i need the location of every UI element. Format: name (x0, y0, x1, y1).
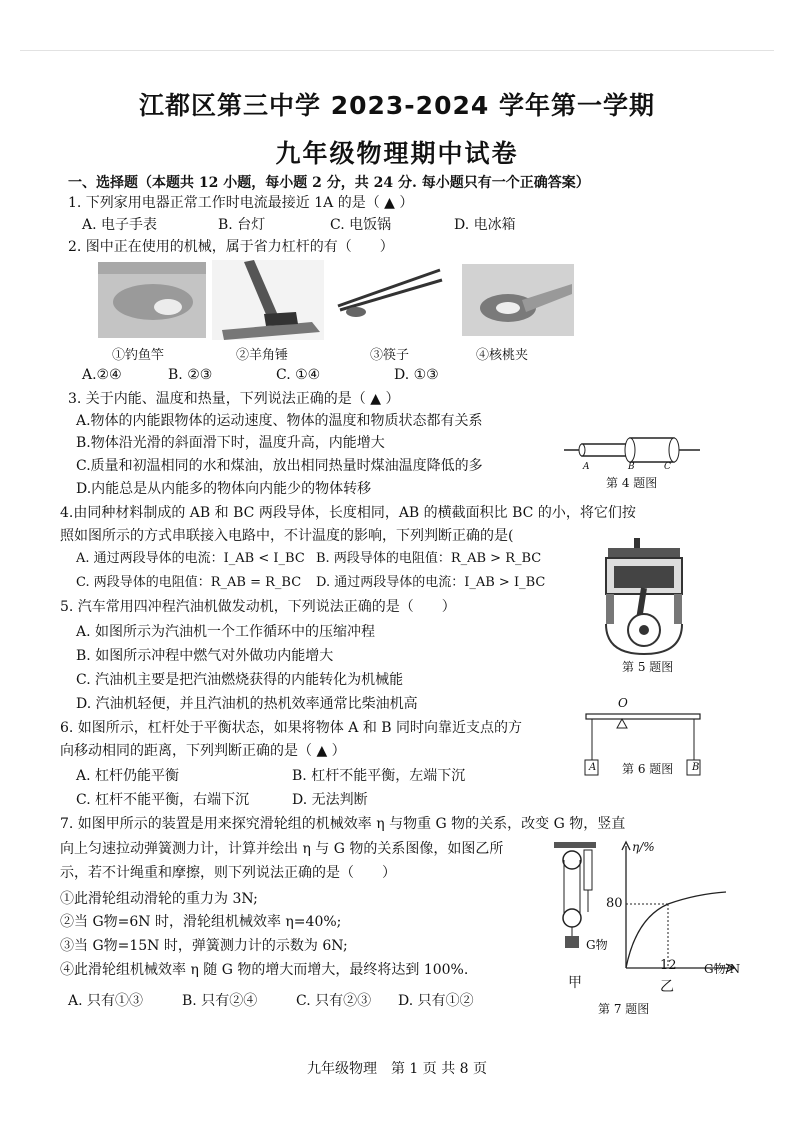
q6-line2: 向移动相同的距离，下列判断正确的是（ ▲ ） (60, 743, 346, 759)
q7-option-a: A. 只有①③ (68, 993, 144, 1009)
q7-statement-3: ③当 G物=15N 时，弹簧测力计的示数为 6N; (60, 938, 348, 954)
fig7-y-axis-label: η/% (632, 840, 655, 854)
q1-option-c: C. 电饭锅 (330, 217, 392, 233)
q6-option-b: B. 杠杆不能平衡，左端下沉 (292, 768, 466, 784)
q4-option-d: D. 通过两段导体的电流：I_AB > I_BC (316, 575, 546, 590)
q3-option-c: C.质量和初温相同的水和煤油，放出相同热量时煤油温度降低的多 (76, 458, 483, 474)
fig6-label-b: B (692, 762, 700, 773)
q5-option-b: B. 如图所示冲程中燃气对外做功内能增大 (76, 648, 334, 664)
q2-option-c: C. ①④ (276, 367, 321, 383)
fig7-x-tick: 12 (660, 958, 677, 973)
q6-option-c: C. 杠杆不能平衡，右端下沉 (76, 792, 250, 808)
q2-stem: 2. 图中正在使用的机械，属于省力杠杆的有（ ） (68, 239, 394, 255)
q2-option-d: D. ①③ (394, 367, 439, 383)
q7-option-d: D. 只有①② (398, 993, 474, 1009)
q5-option-d: D. 汽油机轻便，并且汽油机的热机效率通常比柴油机高 (76, 696, 418, 712)
q2-option-a: A.②④ (82, 367, 122, 383)
q4-option-c: C. 两段导体的电阻值：R_AB = R_BC (76, 575, 302, 590)
q4-line2: 照如图所示的方式串联接入电路中，不计温度的影响，下列判断正确的是( (60, 528, 514, 544)
nutcracker-photo (462, 264, 574, 336)
fig7-caption: 第 7 题图 (598, 1002, 650, 1016)
q2-option-b: B. ②③ (168, 367, 213, 383)
claw-hammer-photo (212, 260, 324, 340)
q7-line1: 7. 如图甲所示的装置是用来探究滑轮组的机械效率 η 与物重 G 物的关系，改变 G 物，竖直 (60, 816, 626, 832)
q7-option-b: B. 只有②④ (182, 993, 258, 1009)
fig4-label-b: B (628, 462, 635, 472)
q1-stem: 1. 下列家用电器正常工作时电流最接近 1A 的是（ ▲ ） (68, 195, 414, 211)
q1-option-a: A. 电子手表 (82, 217, 158, 233)
page-footer: 九年级物理 第 1 页 共 8 页 (306, 1061, 488, 1077)
q5-option-a: A. 如图所示为汽油机一个工作循环中的压缩冲程 (76, 624, 376, 640)
fig5-caption: 第 5 题图 (622, 660, 674, 674)
q4-option-b: B. 两段导体的电阻值：R_AB > R_BC (316, 551, 542, 566)
q5-option-c: C. 汽油机主要是把汽油燃烧获得的内能转化为机械能 (76, 672, 404, 688)
fig7-yi-label: 乙 (660, 979, 674, 995)
q6-line1: 6. 如图所示，杠杆处于平衡状态，如果将物体 A 和 B 同时向靠近支点的方 (60, 720, 523, 736)
q3-stem: 3. 关于内能、温度和热量，下列说法正确的是（ ▲ ） (68, 391, 400, 407)
q7-statement-2: ②当 G物=6N 时，滑轮组机械效率 η=40%; (60, 914, 342, 930)
fig6-pivot-label: O (618, 696, 628, 710)
q7-option-c: C. 只有②③ (296, 993, 372, 1009)
fig7-jia-label: 甲 (568, 975, 582, 991)
q1-option-d: D. 电冰箱 (454, 217, 516, 233)
q3-option-b: B.物体沿光滑的斜面滑下时，温度升高，内能增大 (76, 435, 385, 451)
q5-stem: 5. 汽车常用四冲程汽油机做发动机，下列说法正确的是（ ） (60, 599, 456, 615)
q7-line3: 示，若不计绳重和摩擦，则下列说法正确的是（ ） (60, 865, 396, 881)
q7-statement-4: ④此滑轮组机械效率 η 随 G 物的增大而增大，最终将达到 100%. (60, 962, 469, 978)
fig7-gwu-label: G物 (586, 938, 608, 952)
q3-option-a: A.物体的内能跟物体的运动速度、物体的温度和物质状态都有关系 (76, 413, 483, 429)
fishing-rod-photo (98, 262, 206, 338)
q2-caption-2: ②羊角锤 (236, 348, 289, 363)
exam-subtitle: 九年级物理期中试卷 (275, 139, 519, 168)
q3-option-d: D.内能总是从内能多的物体向内能少的物体转移 (76, 481, 372, 497)
chopsticks-photo (336, 266, 444, 336)
q7-statement-1: ①此滑轮组动滑轮的重力为 3N; (60, 891, 258, 907)
exam-title: 江都区第三中学 2023-2024 学年第一学期 (139, 91, 655, 120)
fig7-efficiency-graph (606, 838, 736, 972)
fig4-label-c: C (664, 462, 671, 472)
fig7-x-axis-label: G物/N (704, 962, 741, 976)
fig5-engine-diagram (598, 538, 690, 656)
fig6-caption: 第 6 题图 (622, 762, 674, 776)
q1-option-b: B. 台灯 (218, 217, 266, 233)
q6-option-a: A. 杠杆仍能平衡 (76, 768, 180, 784)
q4-line1: 4.由同种材料制成的 AB 和 BC 两段导体，长度相同，AB 的横截面积比 BC 的小，将它们按 (60, 505, 636, 521)
q2-caption-4: ④核桃夹 (476, 348, 529, 363)
q2-caption-1: ①钓鱼竿 (112, 348, 165, 363)
q6-option-d: D. 无法判断 (292, 792, 368, 808)
q2-caption-3: ③筷子 (370, 348, 410, 363)
q7-line2: 向上匀速拉动弹簧测力计，计算并绘出 η 与 G 物的关系图像，如图乙所 (60, 841, 504, 857)
section-heading: 一、选择题（本题共 12 小题，每小题 2 分，共 24 分. 每小题只有一个正确答案） (68, 175, 590, 191)
fig4-caption: 第 4 题图 (606, 476, 658, 490)
fig6-label-a: A (589, 762, 597, 773)
q4-option-a: A. 通过两段导体的电流：I_AB < I_BC (76, 551, 305, 566)
page-top-rule (20, 50, 774, 51)
fig7-pulley-diagram (554, 842, 600, 950)
fig4-label-a: A (583, 462, 590, 472)
fig7-y-tick: 80 (606, 896, 623, 911)
